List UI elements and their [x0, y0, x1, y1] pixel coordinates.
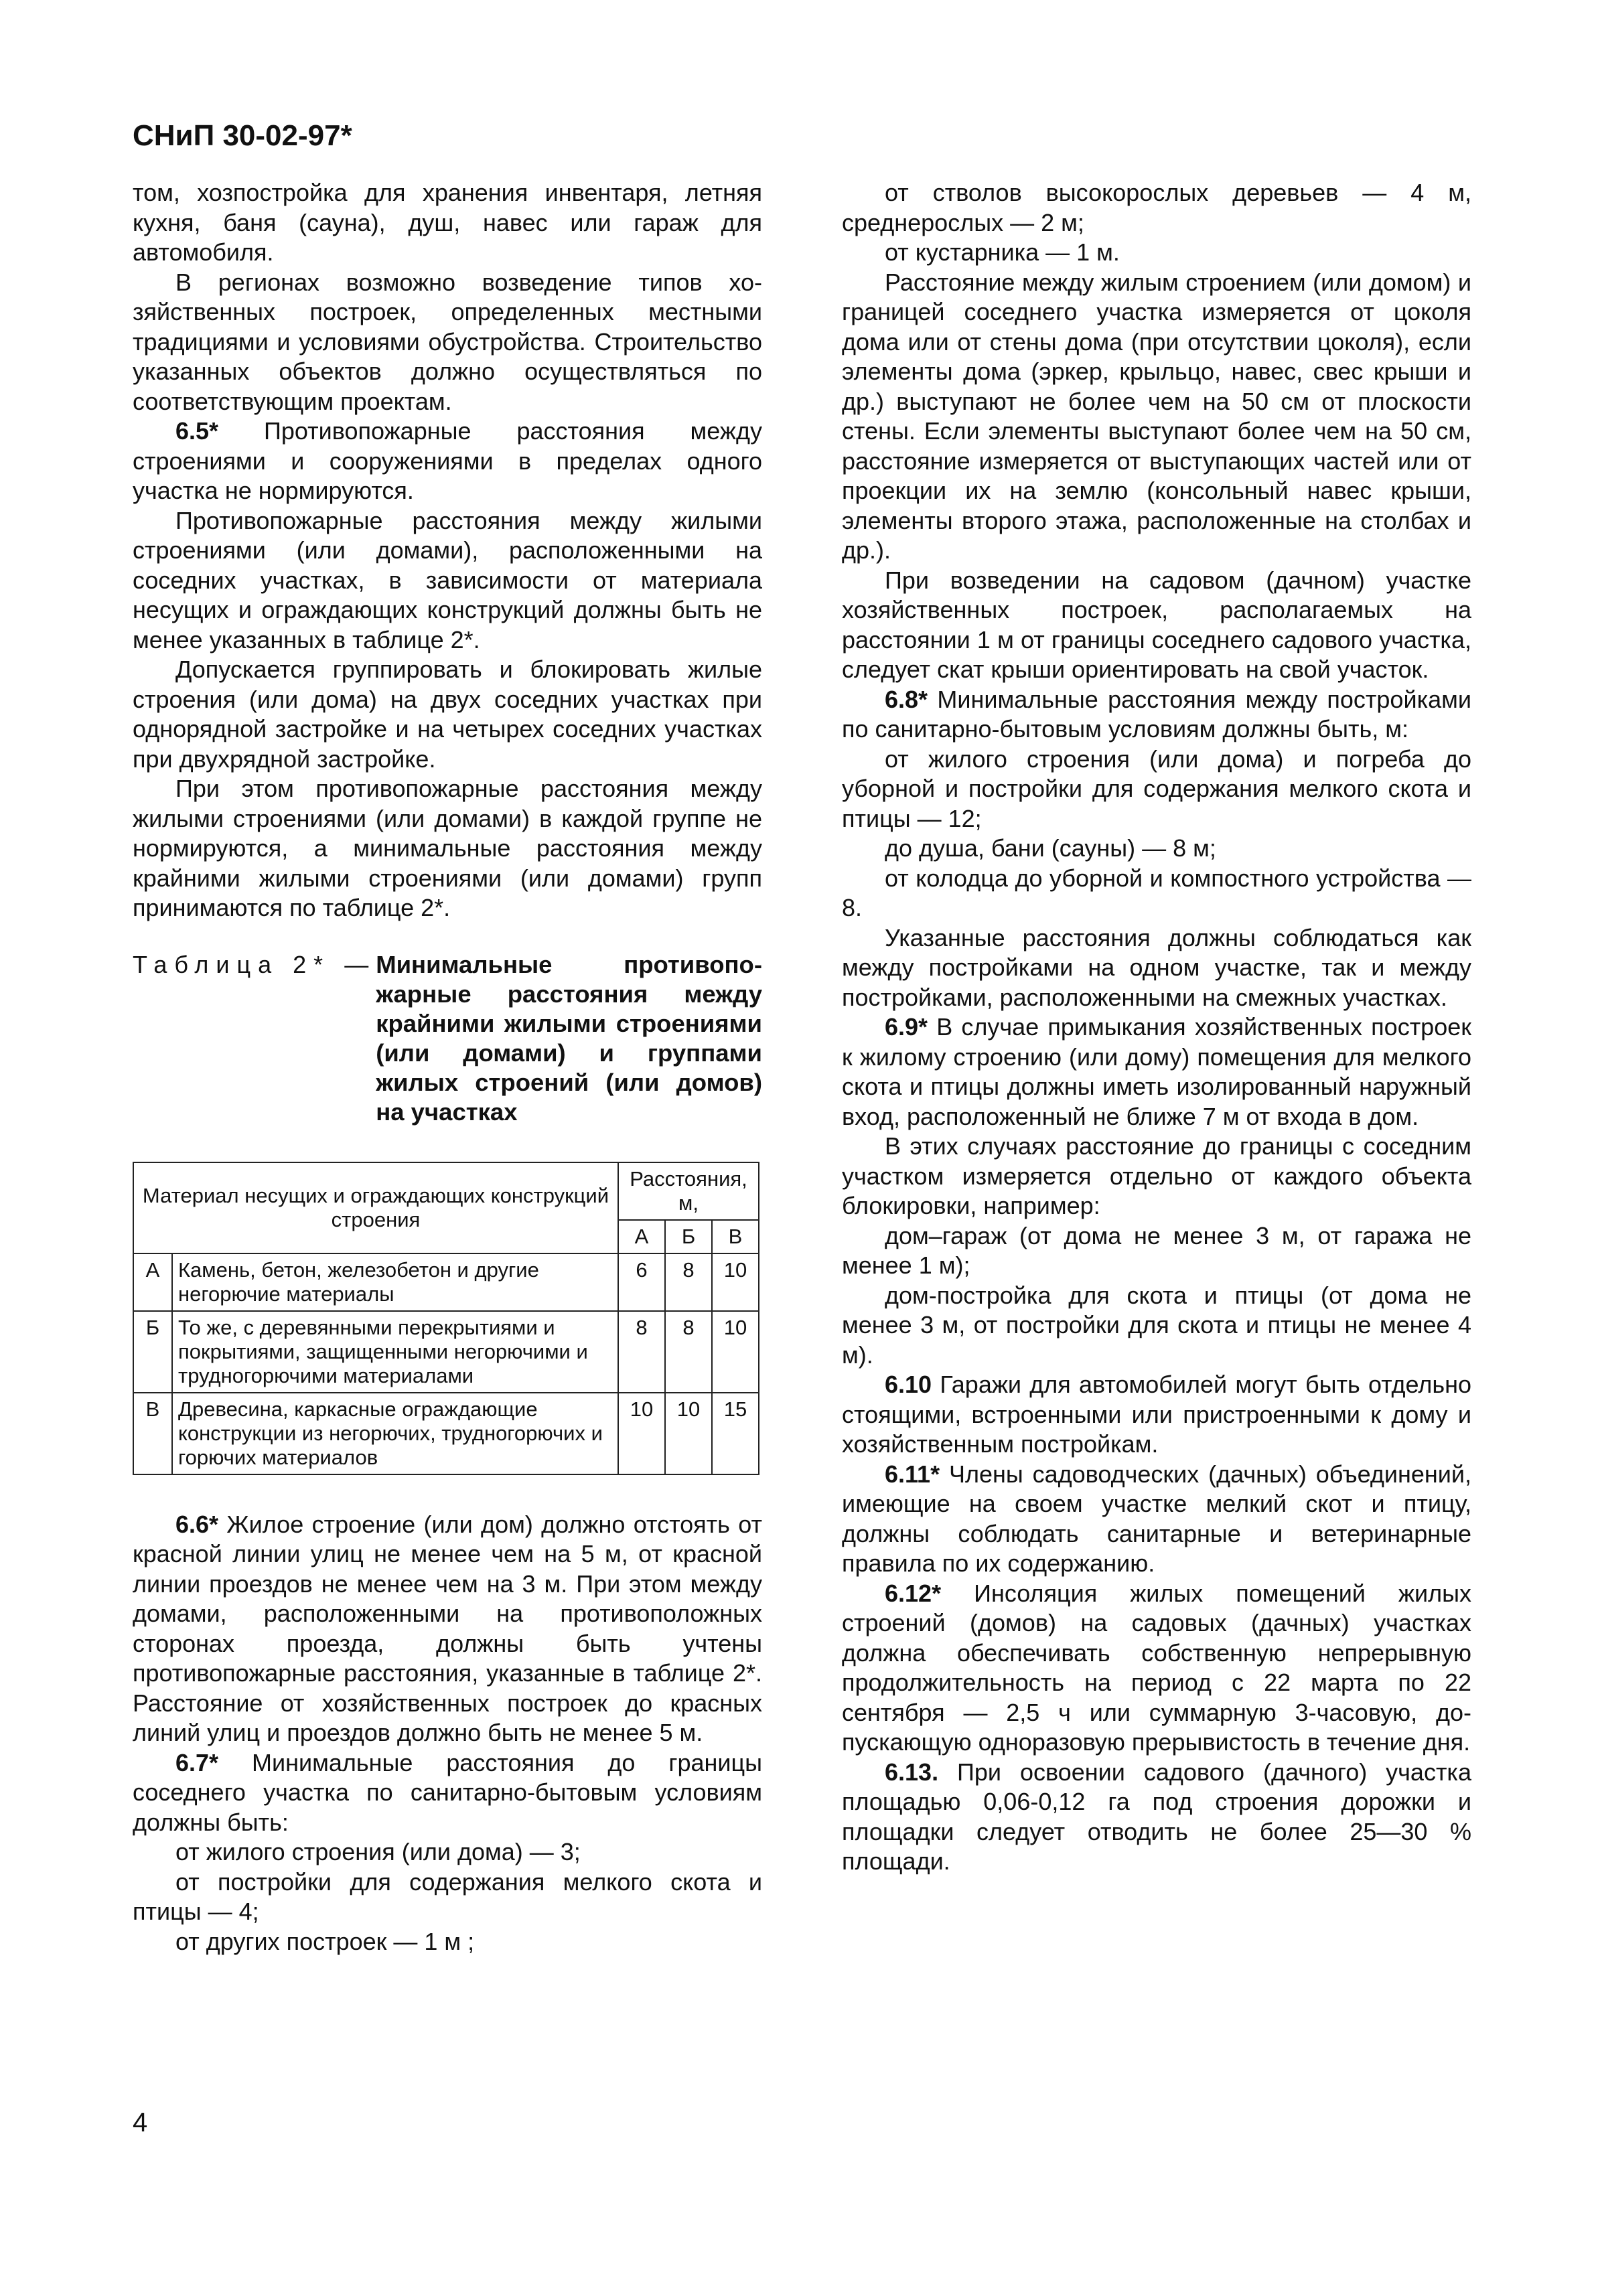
paragraph: [133, 1510, 762, 1748]
paragraph: [842, 1579, 1471, 1758]
row-value: 15: [712, 1393, 759, 1474]
table-caption: [133, 950, 762, 1127]
row-value: 10: [618, 1393, 665, 1474]
distance-table: [133, 1162, 759, 1475]
clause-number: 6.7*: [175, 1748, 219, 1776]
clause-text: Противопожарные расстояния между строениями и сооружениями в пределах одного участка не нормируются.: [133, 417, 762, 504]
row-material: Камень, бетон, железобетон и другие негорючие материалы: [172, 1253, 618, 1311]
paragraph: [133, 416, 762, 506]
paragraph: При возведении на садовом (дачном) участке хозяйственных построек, располагаемых на расстоянии 1 м от границы соседнего садового участка, следует скат крыши ориентировать на свой участок.: [842, 566, 1471, 683]
paragraph: [842, 685, 1471, 745]
row-id: Б: [133, 1311, 172, 1393]
row-id: В: [133, 1393, 172, 1474]
document-header: СНиП 30-02-97*: [133, 119, 352, 152]
table-row: [133, 1311, 759, 1393]
table-caption-label: Таблица 2* —: [133, 950, 376, 978]
subheader-cell: Б: [665, 1220, 712, 1253]
row-value: 10: [712, 1253, 759, 1311]
clause-number: 6.10: [885, 1371, 932, 1398]
paragraph: том, хозпостройка для хранения инвентаря, летняя кухня, баня (сауна), душ, навес или гараж для автомобиля.: [133, 179, 762, 266]
paragraph: дом–гараж (от дома не менее 3 м, от гаража не менее 1 м);: [842, 1221, 1471, 1279]
paragraph: В этих случаях расстояние до границы с соседним участком измеряется отдельно от каждого объекта блокировки, например:: [842, 1132, 1471, 1219]
paragraph: Противопожарные расстояния между жилыми строениями (или домами), расположенными на соседних участках, в зависимости от материала несущих и ограждающих конструкций должны быть не менее указанных в таблице 2*.: [133, 506, 762, 654]
paragraph: Допускается группировать и блокировать жилые строения (или дома) на двух соседних участках при однорядной застройке и на четырех соседних участках при двухрядной застройке.: [133, 656, 762, 773]
header-distance: Расстояния, м,: [618, 1162, 759, 1220]
table-row: [133, 1393, 759, 1474]
row-value: 8: [618, 1311, 665, 1393]
paragraph: При этом противопожарные расстояния между жилыми строениями (или домами) в каждой группе не нормируются, а минимальные расстояния между крайними жилыми строениями (или домами) групп принимаются по таблице 2*.: [133, 775, 762, 921]
paragraph: от колодца до уборной и компостного устройства — 8.: [842, 864, 1471, 921]
clause-text: В случае примыкания хозяйственных построек к жилому строению (или дому) помещения для мелкого скота и птицы должны иметь изолированный наружный вход, расположенный не ближе 7 м от входа в дом.: [842, 1013, 1471, 1130]
clause-number: 6.11*: [885, 1460, 940, 1488]
row-value: 6: [618, 1253, 665, 1311]
row-value: 8: [665, 1253, 712, 1311]
clause-text: При освоении садового (дачного) участка площадью 0,06-0,12 га под строения дорожки и площадки следует отводить не более 25—30 % площади.: [842, 1758, 1471, 1875]
paragraph: [842, 1012, 1471, 1132]
clause-number: 6.8*: [885, 685, 928, 713]
table-row: [133, 1253, 759, 1311]
table-caption-title: Минимальные противопожарные расстояния между крайними жилыми строениями (или домами) и группами жилых строений (или домов) на участках: [376, 950, 762, 1126]
row-value: 10: [712, 1311, 759, 1393]
paragraph: В регионах возможно возведение типов хозяйственных построек, определенных местными традициями и условиями обустройства. Строительство указанных объектов должно осуществляться по соответствующим проектам.: [133, 268, 762, 415]
table-header-row: [133, 1162, 759, 1220]
row-material: Древесина, каркасные ограждающие конструкции из негорючих, трудногорючих и горючих материалов: [172, 1393, 618, 1474]
paragraph: дом-постройка для скота и птицы (от дома не менее 3 м, от постройки для скота и птицы не менее 4 м).: [842, 1281, 1471, 1369]
paragraph: от кустарника — 1 м.: [885, 238, 1120, 266]
paragraph: [133, 1748, 762, 1838]
paragraph: от постройки для содержания мелкого скота и птицы — 4;: [133, 1867, 762, 1925]
row-value: 10: [665, 1393, 712, 1474]
row-material: То же, с деревянными перекрытиями и покрытиями, защищенными негорючими и трудногорючими материалами: [172, 1311, 618, 1393]
clause-number: 6.13.: [885, 1758, 939, 1786]
row-id: А: [133, 1253, 172, 1311]
clause-text: Члены садоводческих (дачных) объединений, имеющие на своем участке мелкий скот и птицу, должны соблюдать санитарные и ветеринарные правила по их содержанию.: [842, 1460, 1471, 1577]
page-number: 4: [133, 2108, 148, 2137]
paragraph: от жилого строения (или дома) и погреба до уборной и постройки для содержания мелкого скота и птицы — 12;: [842, 745, 1471, 832]
clause-number: 6.5*: [175, 417, 219, 445]
paragraph: от жилого строения (или дома) — 3;: [175, 1838, 581, 1865]
clause-text: Гаражи для автомобилей могут быть отдельно стоящими, встроенными или пристроенными к дому и хозяйственным постройкам.: [842, 1371, 1471, 1458]
paragraph: от других построек — 1 м ;: [175, 1927, 475, 1955]
clause-number: 6.6*: [175, 1510, 219, 1538]
clause-text: Минимальные расстояния между постройками по санитарно-бытовым условиям должны быть, м:: [842, 685, 1471, 743]
subheader-cell: А: [618, 1220, 665, 1253]
subheader-cell: В: [712, 1220, 759, 1253]
paragraph: [842, 1758, 1471, 1877]
paragraph: до душа, бани (сауны) — 8 м;: [885, 834, 1216, 862]
paragraph: Указанные расстояния должны соблюдаться как между постройками на одном участке, так и между постройками, расположенными на смежных участках.: [842, 923, 1471, 1011]
clause-text: Инсоляция жилых помещений жилых строений (домов) на садовых (дачных) участках должна обеспечивать собственную непрерывную продолжительность на период с 22 марта по 22 сентября — 2,5 ч или суммарную 3-часовую, допускающую одноразовую прерывистость в течение дня.: [842, 1579, 1471, 1756]
header-material: Материал несущих и ограждающих конструкций строения: [133, 1162, 618, 1253]
clause-text: Минимальные расстояния до границы соседнего участка по санитарно-бытовым условиям должны быть:: [133, 1748, 762, 1836]
paragraph: [842, 1460, 1471, 1579]
paragraph: Расстояние между жилым строением (или домом) и границей соседнего участка измеряется от цоколя дома или от стены дома (при отсутствии цоколя), если элементы дома (эркер, крыльцо, навес, свес крыши и др.) выступают не более чем на 50 см от плоскости стены. Если элементы выступают более чем на 50 см, расстояние измеряется от выступающих частей или от проекции их на землю (консольный навес крыши, элементы второго этажа, расположенные на столбах и др.).: [842, 268, 1471, 564]
clause-number: 6.9*: [885, 1013, 928, 1041]
right-column: [842, 178, 1471, 1877]
row-value: 8: [665, 1311, 712, 1393]
clause-text: Жилое строение (или дом) должно отстоять от красной линии улиц не менее чем на 5 м, от красной линии проездов не менее чем на 3 м. При этом между домами, расположенными на противоположных сторонах проезда, должны быть учтены противопожарные расстояния, указанные в таблице 2*. Расстояние от хозяйственных построек до красных линий улиц и проездов должно быть не менее 5 м.: [133, 1510, 762, 1746]
paragraph: [842, 1370, 1471, 1460]
clause-number: 6.12*: [885, 1579, 942, 1607]
left-column: [133, 178, 762, 1957]
paragraph: от стволов высокорослых деревьев — 4 м, среднерослых — 2 м;: [842, 179, 1471, 236]
